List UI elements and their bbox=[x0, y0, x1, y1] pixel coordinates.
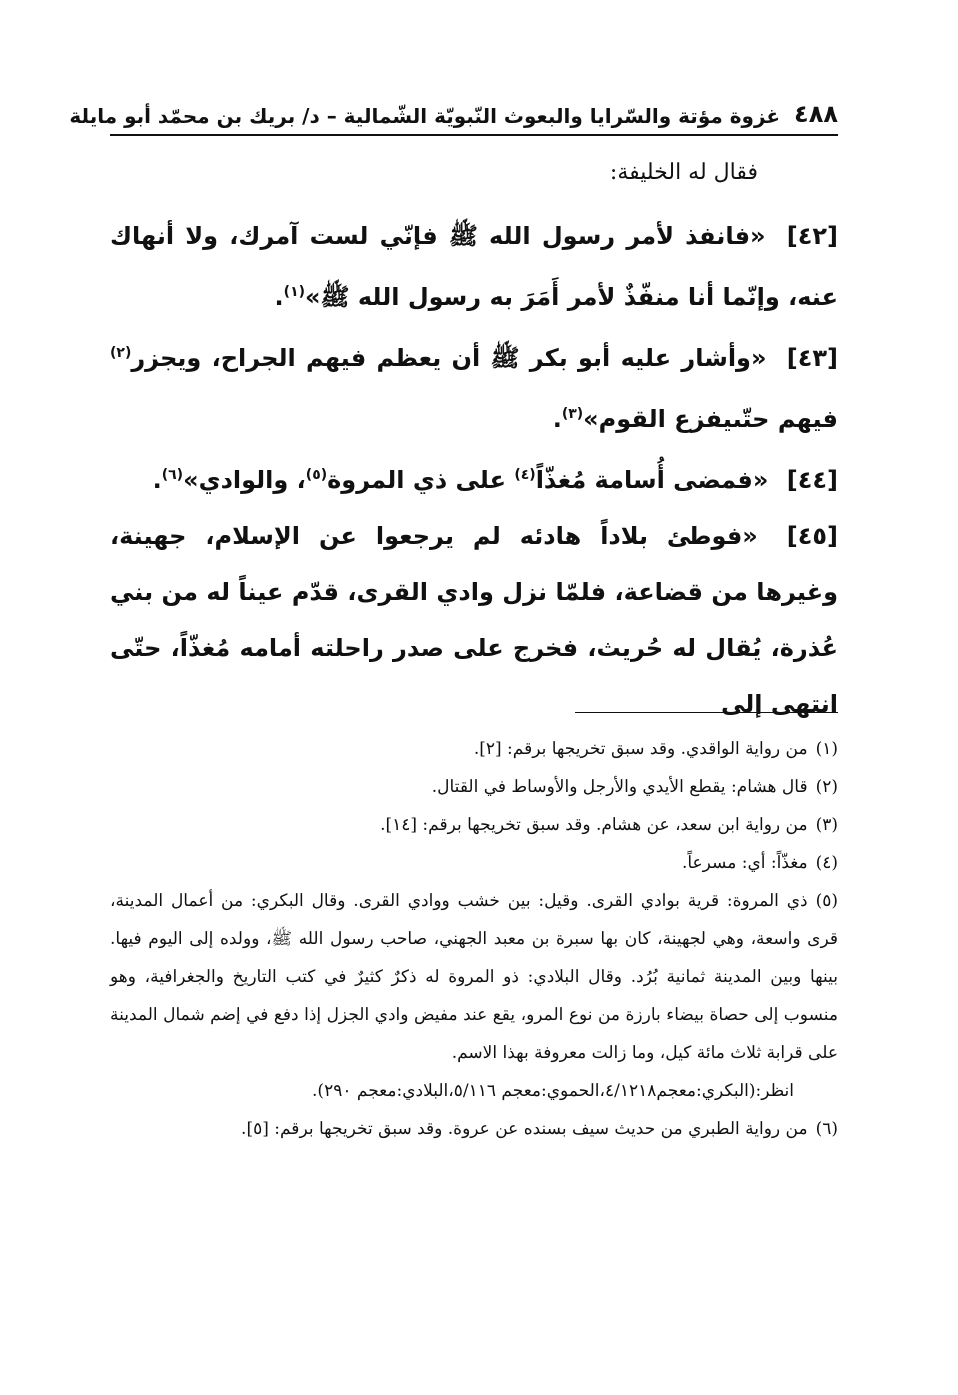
entry-text-cont: فيهم حتّىيفزع القوم» bbox=[583, 405, 838, 433]
footnote-ref: (٦) bbox=[161, 467, 184, 483]
footnotes bbox=[110, 730, 838, 1148]
footnote-mark: (٤) bbox=[815, 853, 838, 873]
footnote-ref: (٢) bbox=[110, 345, 132, 361]
entry-text-end: . bbox=[274, 283, 284, 311]
footnote-mark: (١) bbox=[815, 739, 838, 759]
entry-42 bbox=[110, 208, 838, 325]
intro-line: فقال له الخليفة: bbox=[609, 160, 758, 185]
entry-number: [٤٢] bbox=[786, 222, 838, 250]
entry-text: «فمضى أُسامة مُغذّاً bbox=[535, 466, 769, 494]
footnote-text: ذي المروة: قرية بوادي القرى. وقيل: بين خشب ووادي القرى. وقال البكري: من أعمال المدينة، قرى واسعة، وهي لجهينة، كان بها سبرة بن معبد الجهني، صاحب رسول الله ﷺ، وولده إلى اليوم فيها. بينها وبين المدينة ثمانية بُرُد. وقال البلادي: ذو المروة له ذكرٌ كثيرٌ في كتب التاريخ والجغرافية، وهو منسوب إلى حصاة بيضاء بارزة من نوع المرو، يقع عند مفيض وادي الجزل إذا دفع في إضم شمال المدينة على قرابة ثلاث مائة كيل، وما زالت معروفة بهذا الاسم. bbox=[110, 891, 838, 1063]
footnote-text: مغذّاً: أي: مسرعاً. bbox=[681, 853, 808, 873]
footnote-5-sources bbox=[110, 1072, 838, 1110]
footnote-text: قال هشام: يقطع الأيدي والأرجل والأوساط في القتال. bbox=[431, 777, 808, 797]
entry-number: [٤٤] bbox=[786, 466, 838, 494]
footnote-text: من رواية الواقدي. وقد سبق تخريجها برقم: [٢]. bbox=[473, 739, 808, 759]
footnote-ref: (٤) bbox=[514, 467, 536, 483]
entry-text: «وأشار عليه أبو بكر ﷺ أن يعظم فيهم الجراح، ويجزر bbox=[131, 344, 767, 372]
footnote-mark: (٦) bbox=[815, 1119, 838, 1139]
entry-text: «فوطئ بلاداً هادئه لم يرجعوا عن الإسلام، جهينة، وغيرها من قضاعة، فلمّا نزل وادي القرى، قدّم عيناً له من بني عُذرة، يُقال له حُريث، فخرج على صدر راحلته أمامه مُغذّاً، حتّى انتهى إلى bbox=[110, 522, 838, 718]
footnote-5 bbox=[110, 882, 838, 1072]
entry-number: [٤٥] bbox=[786, 522, 838, 550]
footnote-ref: (١) bbox=[283, 284, 306, 300]
entry-text-end: . bbox=[152, 466, 162, 494]
footnote-mark: (٢) bbox=[815, 777, 838, 797]
entry-text-cont: على ذي المروة bbox=[327, 466, 515, 494]
footnote-mark: (٣) bbox=[815, 815, 838, 835]
footnote-6 bbox=[110, 1110, 838, 1148]
footnote-4 bbox=[110, 844, 838, 882]
footnote-ref: (٣) bbox=[561, 406, 584, 422]
entry-number: [٤٣] bbox=[786, 344, 839, 372]
narration-body bbox=[110, 208, 838, 732]
footnote-ref: (٥) bbox=[305, 467, 328, 483]
page-header bbox=[69, 92, 838, 136]
entry-text-end: . bbox=[552, 405, 562, 433]
entry-text: «فانفذ لأمر رسول الله ﷺ فإنّي لست آمرك، ولا أنهاك عنه، وإنّما أنا منفّذٌ لأمر أَمَرَ به رسول الله ﷺ» bbox=[110, 222, 838, 311]
footnote-3 bbox=[110, 806, 838, 844]
footnote-mark: (٥) bbox=[815, 891, 838, 911]
entry-text-cont: ، والوادي» bbox=[183, 466, 306, 494]
footnote-text: من رواية الطبري من حديث سيف بسنده عن عروة. وقد سبق تخريجها برقم: [٥]. bbox=[241, 1119, 808, 1139]
entry-43 bbox=[110, 325, 838, 447]
footnote-text: من رواية ابن سعد، عن هشام. وقد سبق تخريجها برقم: [١٤]. bbox=[380, 815, 808, 835]
footnote-text: انظر:(البكري:معجم٤/١٢١٨،الحموي:معجم ٥/١١٦،البلادي:معجم ٢٩٠). bbox=[312, 1081, 794, 1101]
page-number: ٤٨٨ bbox=[794, 100, 838, 128]
entry-45 bbox=[110, 508, 838, 732]
footnote-2 bbox=[110, 768, 838, 806]
entry-44 bbox=[110, 447, 838, 508]
running-title: غزوة مؤتة والسّرايا والبعوث النّبويّة الشّمالية – د/ بريك بن محمّد أبو مايلة bbox=[69, 104, 781, 128]
footnote-1 bbox=[110, 730, 838, 768]
footnote-separator bbox=[575, 712, 838, 713]
